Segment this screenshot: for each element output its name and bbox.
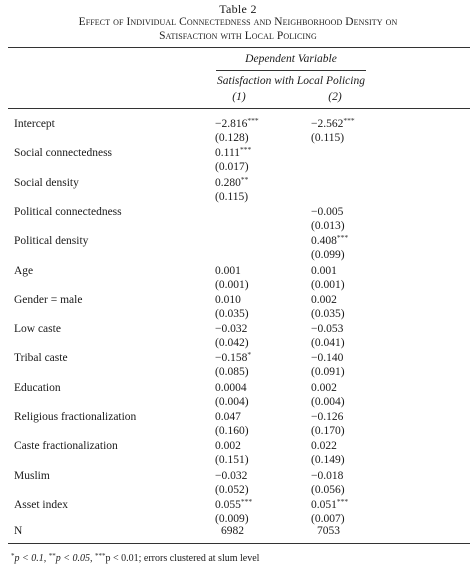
coefficient-estimate (215, 439, 295, 453)
coefficient-cell-c2 (311, 498, 391, 526)
estimate-value: −0.032 (215, 469, 248, 482)
header-rule (8, 108, 470, 109)
coefficient-cell-c2 (311, 264, 391, 292)
coefficient-cell-c1 (215, 351, 295, 379)
coefficient-estimate (311, 322, 391, 336)
dependent-variable-label: Dependent Variable (245, 53, 337, 65)
column-header-2: (2) (328, 91, 342, 103)
row-label: Caste fractionalization (14, 440, 118, 453)
standard-error: (0.128) (215, 132, 249, 144)
coefficient-estimate (215, 146, 295, 160)
estimate-value: −0.158 (215, 352, 248, 365)
coefficient-cell-c1 (215, 117, 295, 145)
table-row (0, 322, 476, 351)
coefficient-estimate (311, 498, 391, 512)
standard-error: (0.013) (311, 219, 345, 232)
estimate-value: −0.018 (311, 469, 344, 482)
estimate-value: −0.032 (215, 323, 248, 336)
coefficient-estimate (215, 293, 295, 307)
estimate-value: 0.0004 (215, 381, 247, 394)
row-label: Intercept (14, 118, 55, 130)
table-top-rule (8, 47, 470, 48)
table-row (0, 293, 476, 322)
significance-stars: *** (336, 233, 349, 243)
standard-error: (0.151) (215, 454, 249, 467)
coefficient-cell-c2 (311, 234, 391, 262)
coefficient-cell-c1 (215, 322, 295, 350)
coefficient-cell-c2 (311, 410, 391, 438)
estimate-value: −0.140 (311, 352, 344, 365)
standard-error: (0.085) (215, 366, 249, 379)
row-label: Social connectedness (14, 147, 113, 160)
coefficient-cell-c2 (311, 322, 391, 350)
estimate-value: −2.816 (215, 118, 248, 130)
table-row (0, 205, 476, 234)
standard-error: (0.052) (215, 483, 249, 496)
standard-error: (0.099) (311, 249, 345, 262)
table-number: Table 2 (219, 2, 257, 16)
footnote-sig-3: *** (95, 552, 106, 560)
table-title-line-2: Satisfaction with Local Policing (159, 29, 317, 42)
estimate-value: −0.005 (311, 205, 344, 218)
standard-error: (0.115) (215, 190, 249, 203)
estimate-value: 0.111 (215, 147, 241, 160)
estimate-value: 0.051 (311, 498, 337, 511)
table-row (0, 234, 476, 263)
footnote-text-1: p < 0.1, (14, 553, 49, 564)
coefficient-cell-c2 (311, 351, 391, 379)
dependent-variable-name: Satisfaction with Local Policing (217, 75, 365, 87)
coefficient-estimate (215, 469, 295, 483)
estimate-value: 0.047 (215, 411, 241, 423)
coefficient-cell-c2 (311, 469, 391, 497)
coefficient-estimate (311, 264, 391, 278)
coefficient-cell-c1 (215, 146, 295, 174)
row-label: Political density (14, 235, 89, 248)
table-footnote (11, 553, 259, 565)
standard-error: (0.009) (215, 512, 249, 525)
table-row (0, 498, 476, 527)
row-label: Tribal caste (14, 352, 68, 365)
row-label: Low caste (14, 323, 61, 336)
row-label: Social density (14, 176, 79, 189)
coefficient-cell-c2 (311, 381, 391, 409)
coefficient-cell-c1 (215, 410, 295, 438)
row-label: N (14, 525, 23, 538)
significance-stars: *** (240, 145, 252, 155)
coefficient-estimate (215, 381, 295, 395)
observations-cell-c2 (311, 524, 391, 538)
significance-stars: ** (240, 174, 249, 184)
standard-error: (0.001) (215, 278, 249, 291)
coefficient-estimate (311, 117, 391, 131)
significance-stars: *** (240, 496, 253, 506)
table-row (0, 117, 476, 146)
row-label: Gender = male (14, 293, 83, 306)
coefficient-estimate (215, 176, 295, 190)
row-label: Asset index (14, 498, 68, 511)
coefficient-estimate (215, 264, 295, 278)
coefficient-estimate (215, 117, 295, 131)
standard-error: (0.017) (215, 161, 249, 174)
row-label: Age (14, 264, 34, 277)
standard-error: (0.035) (215, 307, 249, 320)
coefficient-estimate (215, 498, 295, 512)
observations-count: 7053 (317, 525, 340, 538)
standard-error: (0.035) (311, 307, 345, 320)
standard-error: (0.056) (311, 483, 345, 496)
coefficient-estimate (311, 469, 391, 483)
coefficient-cell-c1 (215, 439, 295, 467)
coefficient-cell-c2 (311, 117, 391, 145)
estimate-value: 0.002 (215, 440, 241, 453)
table-row (0, 176, 476, 205)
table-row (0, 469, 476, 498)
row-label: Religious fractionalization (14, 411, 137, 423)
dependent-variable-rule (216, 70, 366, 71)
standard-error: (0.004) (311, 395, 345, 408)
table-bottom-rule (8, 543, 470, 544)
row-label: Political connectedness (14, 205, 122, 218)
coefficient-cell-c1 (215, 264, 295, 292)
significance-stars: *** (343, 116, 355, 125)
estimate-value: −0.053 (311, 323, 344, 336)
column-header-1: (1) (232, 91, 246, 103)
table-row (0, 439, 476, 468)
coefficient-cell-c2 (311, 205, 391, 233)
coefficient-cell-c1 (215, 176, 295, 204)
table-row (0, 381, 476, 410)
estimate-value: 0.408 (311, 235, 337, 248)
observations-count: 6982 (221, 525, 244, 538)
coefficient-estimate (215, 410, 295, 424)
standard-error: (0.149) (311, 454, 345, 467)
observations-cell-c1 (215, 524, 295, 538)
standard-error: (0.160) (215, 425, 249, 437)
table-row (0, 410, 476, 439)
coefficient-cell-c1 (215, 293, 295, 321)
footnote-text-2: p < 0.05, (55, 553, 95, 564)
coefficient-cell-c1 (215, 381, 295, 409)
standard-error: (0.001) (311, 278, 345, 291)
estimate-value: 0.001 (215, 264, 241, 277)
standard-error: (0.007) (311, 512, 345, 525)
footnote-sig-2: ** (48, 552, 56, 560)
estimate-value: −2.562 (311, 118, 344, 130)
coefficient-estimate (311, 293, 391, 307)
coefficient-cell-c2 (311, 293, 391, 321)
coefficient-cell-c1 (215, 498, 295, 526)
row-label: Muslim (14, 469, 50, 482)
coefficient-estimate (215, 351, 295, 365)
coefficient-estimate (311, 205, 391, 219)
coefficient-estimate (215, 322, 295, 336)
significance-stars: *** (247, 116, 259, 125)
table-row (0, 351, 476, 380)
estimate-value: 0.002 (311, 381, 337, 394)
significance-stars: *** (336, 496, 349, 506)
row-label: Education (14, 381, 61, 394)
coefficient-cell-c2 (311, 439, 391, 467)
table-caption (0, 2, 476, 43)
estimate-value: −0.126 (311, 411, 344, 423)
standard-error: (0.091) (311, 366, 345, 379)
estimate-value: 0.010 (215, 293, 241, 306)
table-row (0, 264, 476, 293)
coefficient-estimate (311, 234, 391, 248)
estimate-value: 0.002 (311, 293, 337, 306)
footnote-text-3: p < 0.01; errors clustered at slum level (105, 553, 260, 564)
table-row (0, 146, 476, 175)
standard-error: (0.115) (311, 132, 345, 144)
footnote-sig-1: * (11, 552, 15, 560)
significance-stars: * (247, 350, 252, 360)
coefficient-estimate (311, 351, 391, 365)
coefficient-cell-c1 (215, 469, 295, 497)
standard-error: (0.004) (215, 395, 249, 408)
standard-error: (0.042) (215, 337, 249, 350)
standard-error: (0.041) (311, 337, 345, 350)
estimate-value: 0.001 (311, 264, 337, 277)
estimate-value: 0.055 (215, 498, 241, 511)
table-title-line-1: Effect of Individual Connectedness and Neighborhood Density on (78, 16, 398, 28)
coefficient-estimate (311, 410, 391, 424)
standard-error: (0.170) (311, 425, 345, 437)
estimate-value: 0.280 (215, 176, 241, 189)
n-row (0, 524, 476, 553)
coefficient-estimate (311, 439, 391, 453)
coefficient-estimate (311, 381, 391, 395)
estimate-value: 0.022 (311, 440, 337, 453)
